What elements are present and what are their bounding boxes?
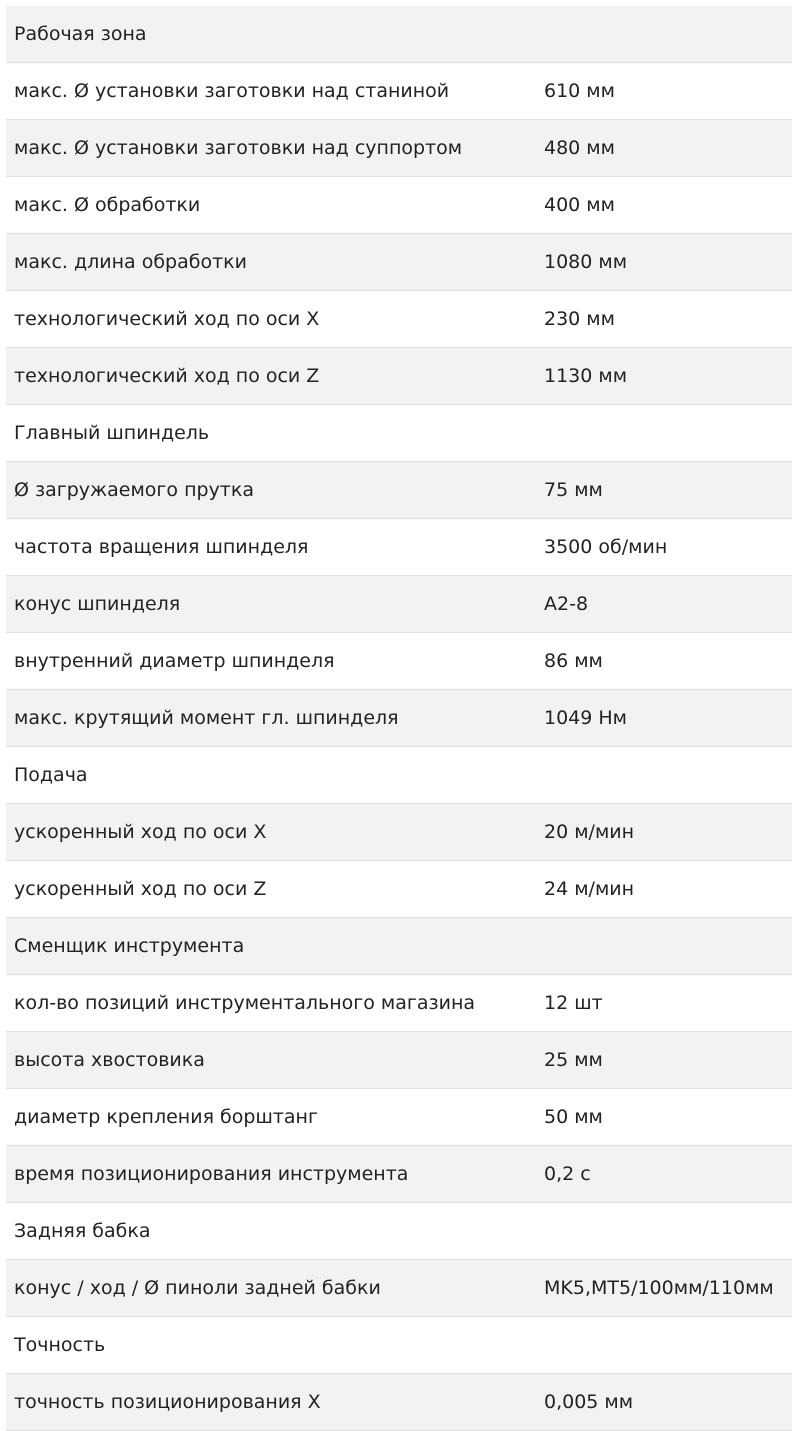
spec-label: внутренний диаметр шпинделя <box>6 633 528 690</box>
spec-row <box>6 804 792 861</box>
spec-value: 0,005 мм <box>528 1374 792 1431</box>
section-title: Сменщик инструмента <box>6 918 528 975</box>
section-row <box>6 405 792 462</box>
spec-row <box>6 1089 792 1146</box>
spec-row <box>6 291 792 348</box>
spec-row <box>6 1146 792 1203</box>
section-title: Подача <box>6 747 528 804</box>
spec-label: макс. длина обработки <box>6 234 528 291</box>
section-value <box>528 1317 792 1374</box>
spec-row <box>6 975 792 1032</box>
spec-value: 400 мм <box>528 177 792 234</box>
section-value <box>528 1203 792 1260</box>
spec-value: 3500 об/мин <box>528 519 792 576</box>
spec-label: технологический ход по оси X <box>6 291 528 348</box>
spec-label: макс. Ø установки заготовки над станиной <box>6 63 528 120</box>
spec-row <box>6 1260 792 1317</box>
spec-value: 25 мм <box>528 1032 792 1089</box>
spec-value: A2-8 <box>528 576 792 633</box>
spec-value: 1049 Нм <box>528 690 792 747</box>
spec-label: конус шпинделя <box>6 576 528 633</box>
spec-value: MK5,MT5/100мм/110мм <box>528 1260 792 1317</box>
spec-label: ускоренный ход по оси Z <box>6 861 528 918</box>
spec-row <box>6 690 792 747</box>
spec-label: частота вращения шпинделя <box>6 519 528 576</box>
section-value <box>528 6 792 63</box>
spec-row <box>6 861 792 918</box>
spec-label: диаметр крепления борштанг <box>6 1089 528 1146</box>
spec-row <box>6 120 792 177</box>
spec-label: кол-во позиций инструментального магазина <box>6 975 528 1032</box>
spec-row <box>6 1374 792 1431</box>
spec-row <box>6 519 792 576</box>
spec-label: технологический ход по оси Z <box>6 348 528 405</box>
spec-value: 1130 мм <box>528 348 792 405</box>
spec-row <box>6 348 792 405</box>
section-row <box>6 1317 792 1374</box>
section-row <box>6 6 792 63</box>
spec-label: высота хвостовика <box>6 1032 528 1089</box>
spec-value: 86 мм <box>528 633 792 690</box>
section-title: Точность <box>6 1317 528 1374</box>
section-value <box>528 747 792 804</box>
spec-label: Ø загружаемого прутка <box>6 462 528 519</box>
spec-row <box>6 234 792 291</box>
section-row <box>6 918 792 975</box>
spec-label: точность позиционирования X <box>6 1374 528 1431</box>
spec-value: 12 шт <box>528 975 792 1032</box>
spec-value: 50 мм <box>528 1089 792 1146</box>
section-value <box>528 918 792 975</box>
spec-row <box>6 576 792 633</box>
spec-row <box>6 63 792 120</box>
spec-label: макс. Ø установки заготовки над суппортом <box>6 120 528 177</box>
spec-label: конус / ход / Ø пиноли задней бабки <box>6 1260 528 1317</box>
section-row <box>6 1203 792 1260</box>
spec-value: 20 м/мин <box>528 804 792 861</box>
spec-label: макс. крутящий момент гл. шпинделя <box>6 690 528 747</box>
spec-row <box>6 633 792 690</box>
spec-value: 1080 мм <box>528 234 792 291</box>
spec-table <box>6 6 792 1431</box>
section-value <box>528 405 792 462</box>
spec-label: ускоренный ход по оси X <box>6 804 528 861</box>
spec-row <box>6 1032 792 1089</box>
spec-value: 75 мм <box>528 462 792 519</box>
spec-label: макс. Ø обработки <box>6 177 528 234</box>
spec-row <box>6 462 792 519</box>
section-title: Рабочая зона <box>6 6 528 63</box>
section-title: Задняя бабка <box>6 1203 528 1260</box>
spec-row <box>6 177 792 234</box>
spec-value: 480 мм <box>528 120 792 177</box>
section-title: Главный шпиндель <box>6 405 528 462</box>
spec-value: 230 мм <box>528 291 792 348</box>
spec-value: 610 мм <box>528 63 792 120</box>
spec-value: 24 м/мин <box>528 861 792 918</box>
spec-value: 0,2 с <box>528 1146 792 1203</box>
spec-label: время позиционирования инструмента <box>6 1146 528 1203</box>
section-row <box>6 747 792 804</box>
